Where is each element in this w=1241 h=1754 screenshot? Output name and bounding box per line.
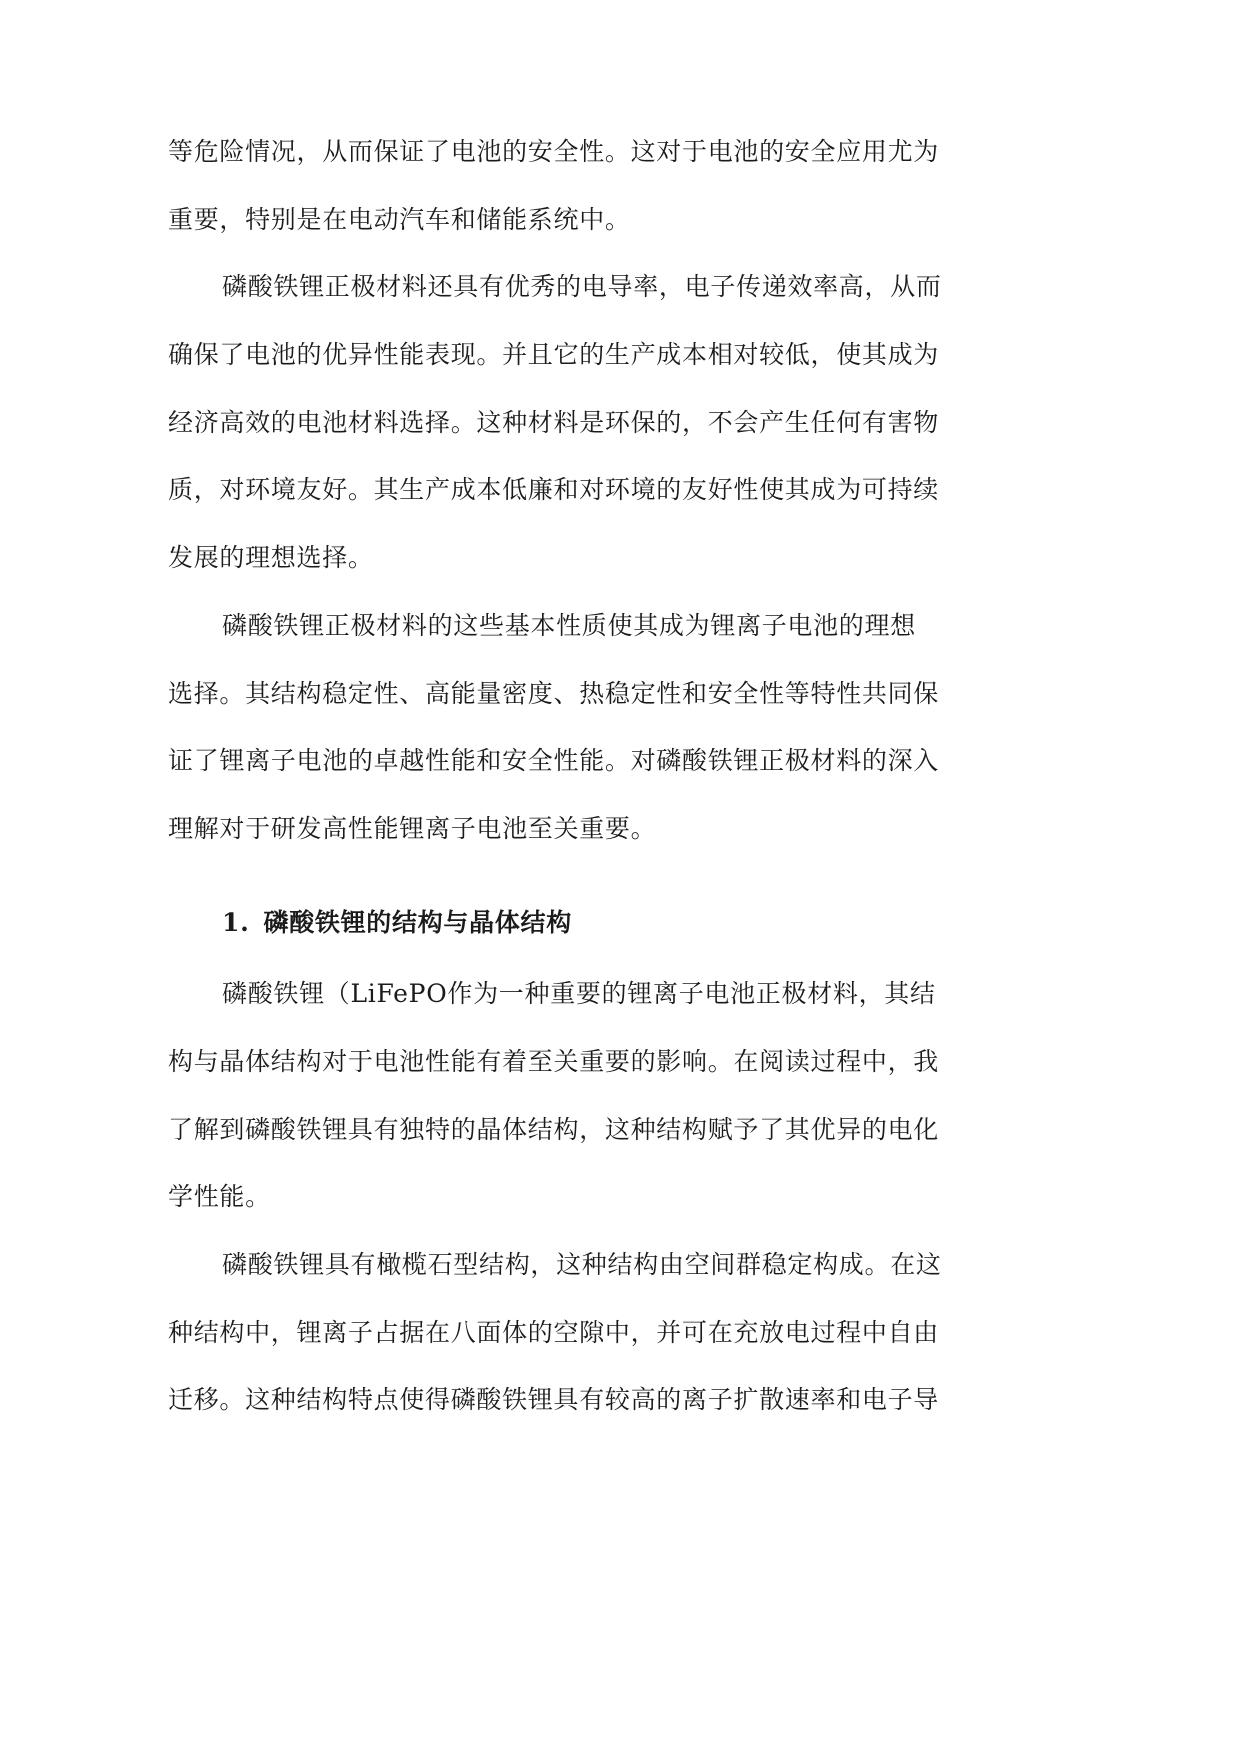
section-heading xyxy=(168,889,958,957)
text-line: 学性能。 xyxy=(168,1182,271,1212)
text-line: 重要，特别是在电动汽车和储能系统中。 xyxy=(168,204,631,234)
text-line: 质，对环境友好。其生产成本低廉和对环境的友好性使其成为可持续 xyxy=(168,475,940,505)
text-line: 确保了电池的优异性能表现。并且它的生产成本相对较低，使其成为 xyxy=(168,340,940,370)
text-line: 等危险情况，从而保证了电池的安全性。这对于电池的安全应用尤为 xyxy=(168,137,940,166)
text-line: 磷酸铁锂（LiFePO作为一种重要的锂离子电池正极材料，其结 xyxy=(222,979,936,1009)
paragraph-olivine-structure xyxy=(168,1231,958,1434)
text-line: 经济高效的电池材料选择。这种材料是环保的，不会产生任何有害物 xyxy=(168,407,940,437)
paragraph-conductivity xyxy=(168,253,958,591)
text-line: 发展的理想选择。 xyxy=(168,543,374,573)
paragraph-structure-intro xyxy=(168,960,958,1231)
text-line: 磷酸铁锂具有橄榄石型结构，这种结构由空间群稳定构成。在这 xyxy=(222,1250,942,1279)
text-line: 选择。其结构稳定性、高能量密度、热稳定性和安全性等特性共同保 xyxy=(168,678,940,708)
paragraph-safety-continued xyxy=(168,118,958,253)
text-line: 理解对于研发高性能锂离子电池至关重要。 xyxy=(168,813,657,843)
paragraph-summary xyxy=(168,592,958,863)
text-line: 证了锂离子电池的卓越性能和安全性能。对磷酸铁锂正极材料的深入 xyxy=(168,746,940,776)
document-body xyxy=(168,118,958,1434)
text-line: 种结构中，锂离子占据在八面体的空隙中，并可在充放电过程中自由 xyxy=(168,1317,940,1347)
text-line: 磷酸铁锂正极材料还具有优秀的电导率，电子传递效率高，从而 xyxy=(222,272,942,302)
text-line: 了解到磷酸铁锂具有独特的晶体结构，这种结构赋予了其优异的电化 xyxy=(168,1114,940,1144)
section-number: 1. xyxy=(222,907,250,937)
section-title: 磷酸铁锂的结构与晶体结构 xyxy=(263,907,572,937)
text-line: 磷酸铁锂正极材料的这些基本性质使其成为锂离子电池的理想 xyxy=(222,610,916,640)
text-line: 迁移。这种结构特点使得磷酸铁锂具有较高的离子扩散速率和电子导 xyxy=(168,1385,940,1415)
text-line: 构与晶体结构对于电池性能有着至关重要的影响。在阅读过程中，我 xyxy=(168,1046,940,1076)
